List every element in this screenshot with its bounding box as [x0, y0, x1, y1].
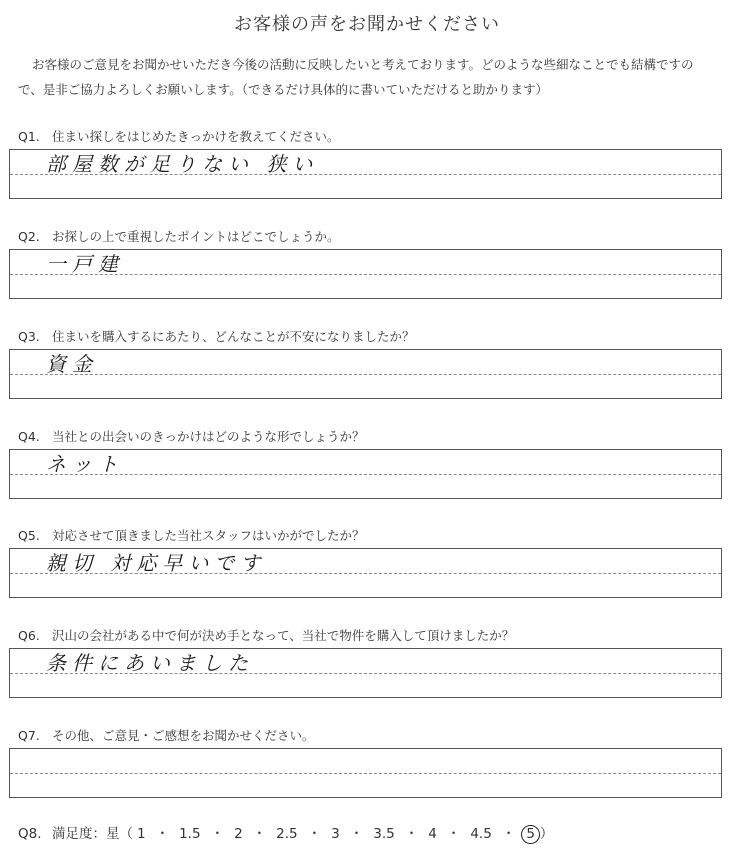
- rating-option-2[interactable]: 2: [234, 826, 243, 842]
- rating-separator: ・: [349, 826, 364, 842]
- question-text: お探しの上で重視したポイントはどこでしょうか。: [52, 229, 340, 244]
- question-number: Q3.: [18, 329, 40, 344]
- rating-separator: ・: [210, 826, 225, 842]
- question-number: Q2.: [18, 229, 40, 244]
- rating-separator: ・: [155, 826, 170, 842]
- answer-box-5[interactable]: [9, 548, 722, 598]
- rating-option-3-5[interactable]: 3.5: [373, 826, 395, 842]
- question-5: [18, 526, 365, 544]
- question-6: [18, 626, 514, 644]
- rating-open-paren: （: [119, 826, 133, 842]
- answer-box-4[interactable]: [9, 449, 722, 499]
- question-number: Q6.: [18, 628, 40, 643]
- rating-label: 満足度：星: [52, 826, 120, 842]
- page-title: お客様の声をお聞かせください: [234, 14, 500, 35]
- handwritten-answer: 部屋数が足りない 狭い: [46, 152, 319, 176]
- handwritten-answer: 資金: [46, 352, 98, 376]
- rating-separator: ・: [501, 826, 516, 842]
- question-number: Q7.: [18, 728, 40, 743]
- handwritten-answer: ネット: [46, 452, 124, 476]
- handwritten-answer: 条件にあいました: [46, 651, 254, 675]
- handwritten-answer: 親切 対応早いです: [46, 551, 267, 575]
- rating-close-paren: ）: [539, 826, 554, 842]
- question-text: その他、ご意見・ご感想をお聞かせください。: [52, 728, 315, 743]
- rating-option-2-5[interactable]: 2.5: [276, 826, 298, 842]
- question-text: 対応させて頂きました当社スタッフはいかがでしたか？: [52, 528, 365, 543]
- rating-option-1[interactable]: 1: [137, 826, 146, 842]
- answer-box-1[interactable]: [9, 149, 722, 199]
- rating-separator: ・: [252, 826, 267, 842]
- question-3: [18, 327, 415, 345]
- rating-option-1-5[interactable]: 1.5: [179, 826, 201, 842]
- question-number: Q1.: [18, 129, 40, 144]
- question-1: [18, 127, 340, 145]
- answer-box-2[interactable]: [9, 249, 722, 299]
- question-text: 沢山の会社がある中で何が決め手となって、当社で物件を購入して頂けましたか？: [52, 628, 515, 643]
- question-text: 当社との出会いのきっかけはどのような形でしょうか？: [52, 429, 365, 444]
- dashed-line: [10, 773, 721, 774]
- dashed-line: [10, 374, 721, 375]
- question-number: Q4.: [18, 429, 40, 444]
- question-text: 住まいを購入するにあたり、どんなことが不安になりましたか？: [52, 329, 415, 344]
- rating-option-3[interactable]: 3: [331, 826, 340, 842]
- question-2: [18, 227, 340, 245]
- question-text: 住まい探しをはじめたきっかけを教えてください。: [52, 129, 340, 144]
- answer-box-6[interactable]: [9, 648, 722, 698]
- question-number: Q5.: [18, 528, 40, 543]
- question-7: [18, 726, 315, 744]
- handwritten-answer: 一戸建: [46, 252, 124, 276]
- rating-separator: ・: [404, 826, 419, 842]
- answer-box-3[interactable]: [9, 349, 722, 399]
- rating-separator: ・: [307, 826, 322, 842]
- rating-separator: ・: [446, 826, 461, 842]
- rating-option-4[interactable]: 4: [428, 826, 437, 842]
- question-4: [18, 427, 365, 445]
- satisfaction-rating: [18, 822, 553, 844]
- answer-box-7[interactable]: [9, 748, 722, 798]
- rating-option-5[interactable]: 5: [521, 825, 540, 844]
- rating-option-4-5[interactable]: 4.5: [470, 826, 492, 842]
- question-number: Q8.: [18, 826, 42, 842]
- intro-text: お客様のご意見をお聞かせいただき今後の活動に反映したいと考えております。どのような些細なことでも結構ですので、是非ご協力よろしくお願いします。（できるだけ具体的に書いていただけると助かります）: [18, 57, 694, 97]
- rating-options: [133, 826, 540, 842]
